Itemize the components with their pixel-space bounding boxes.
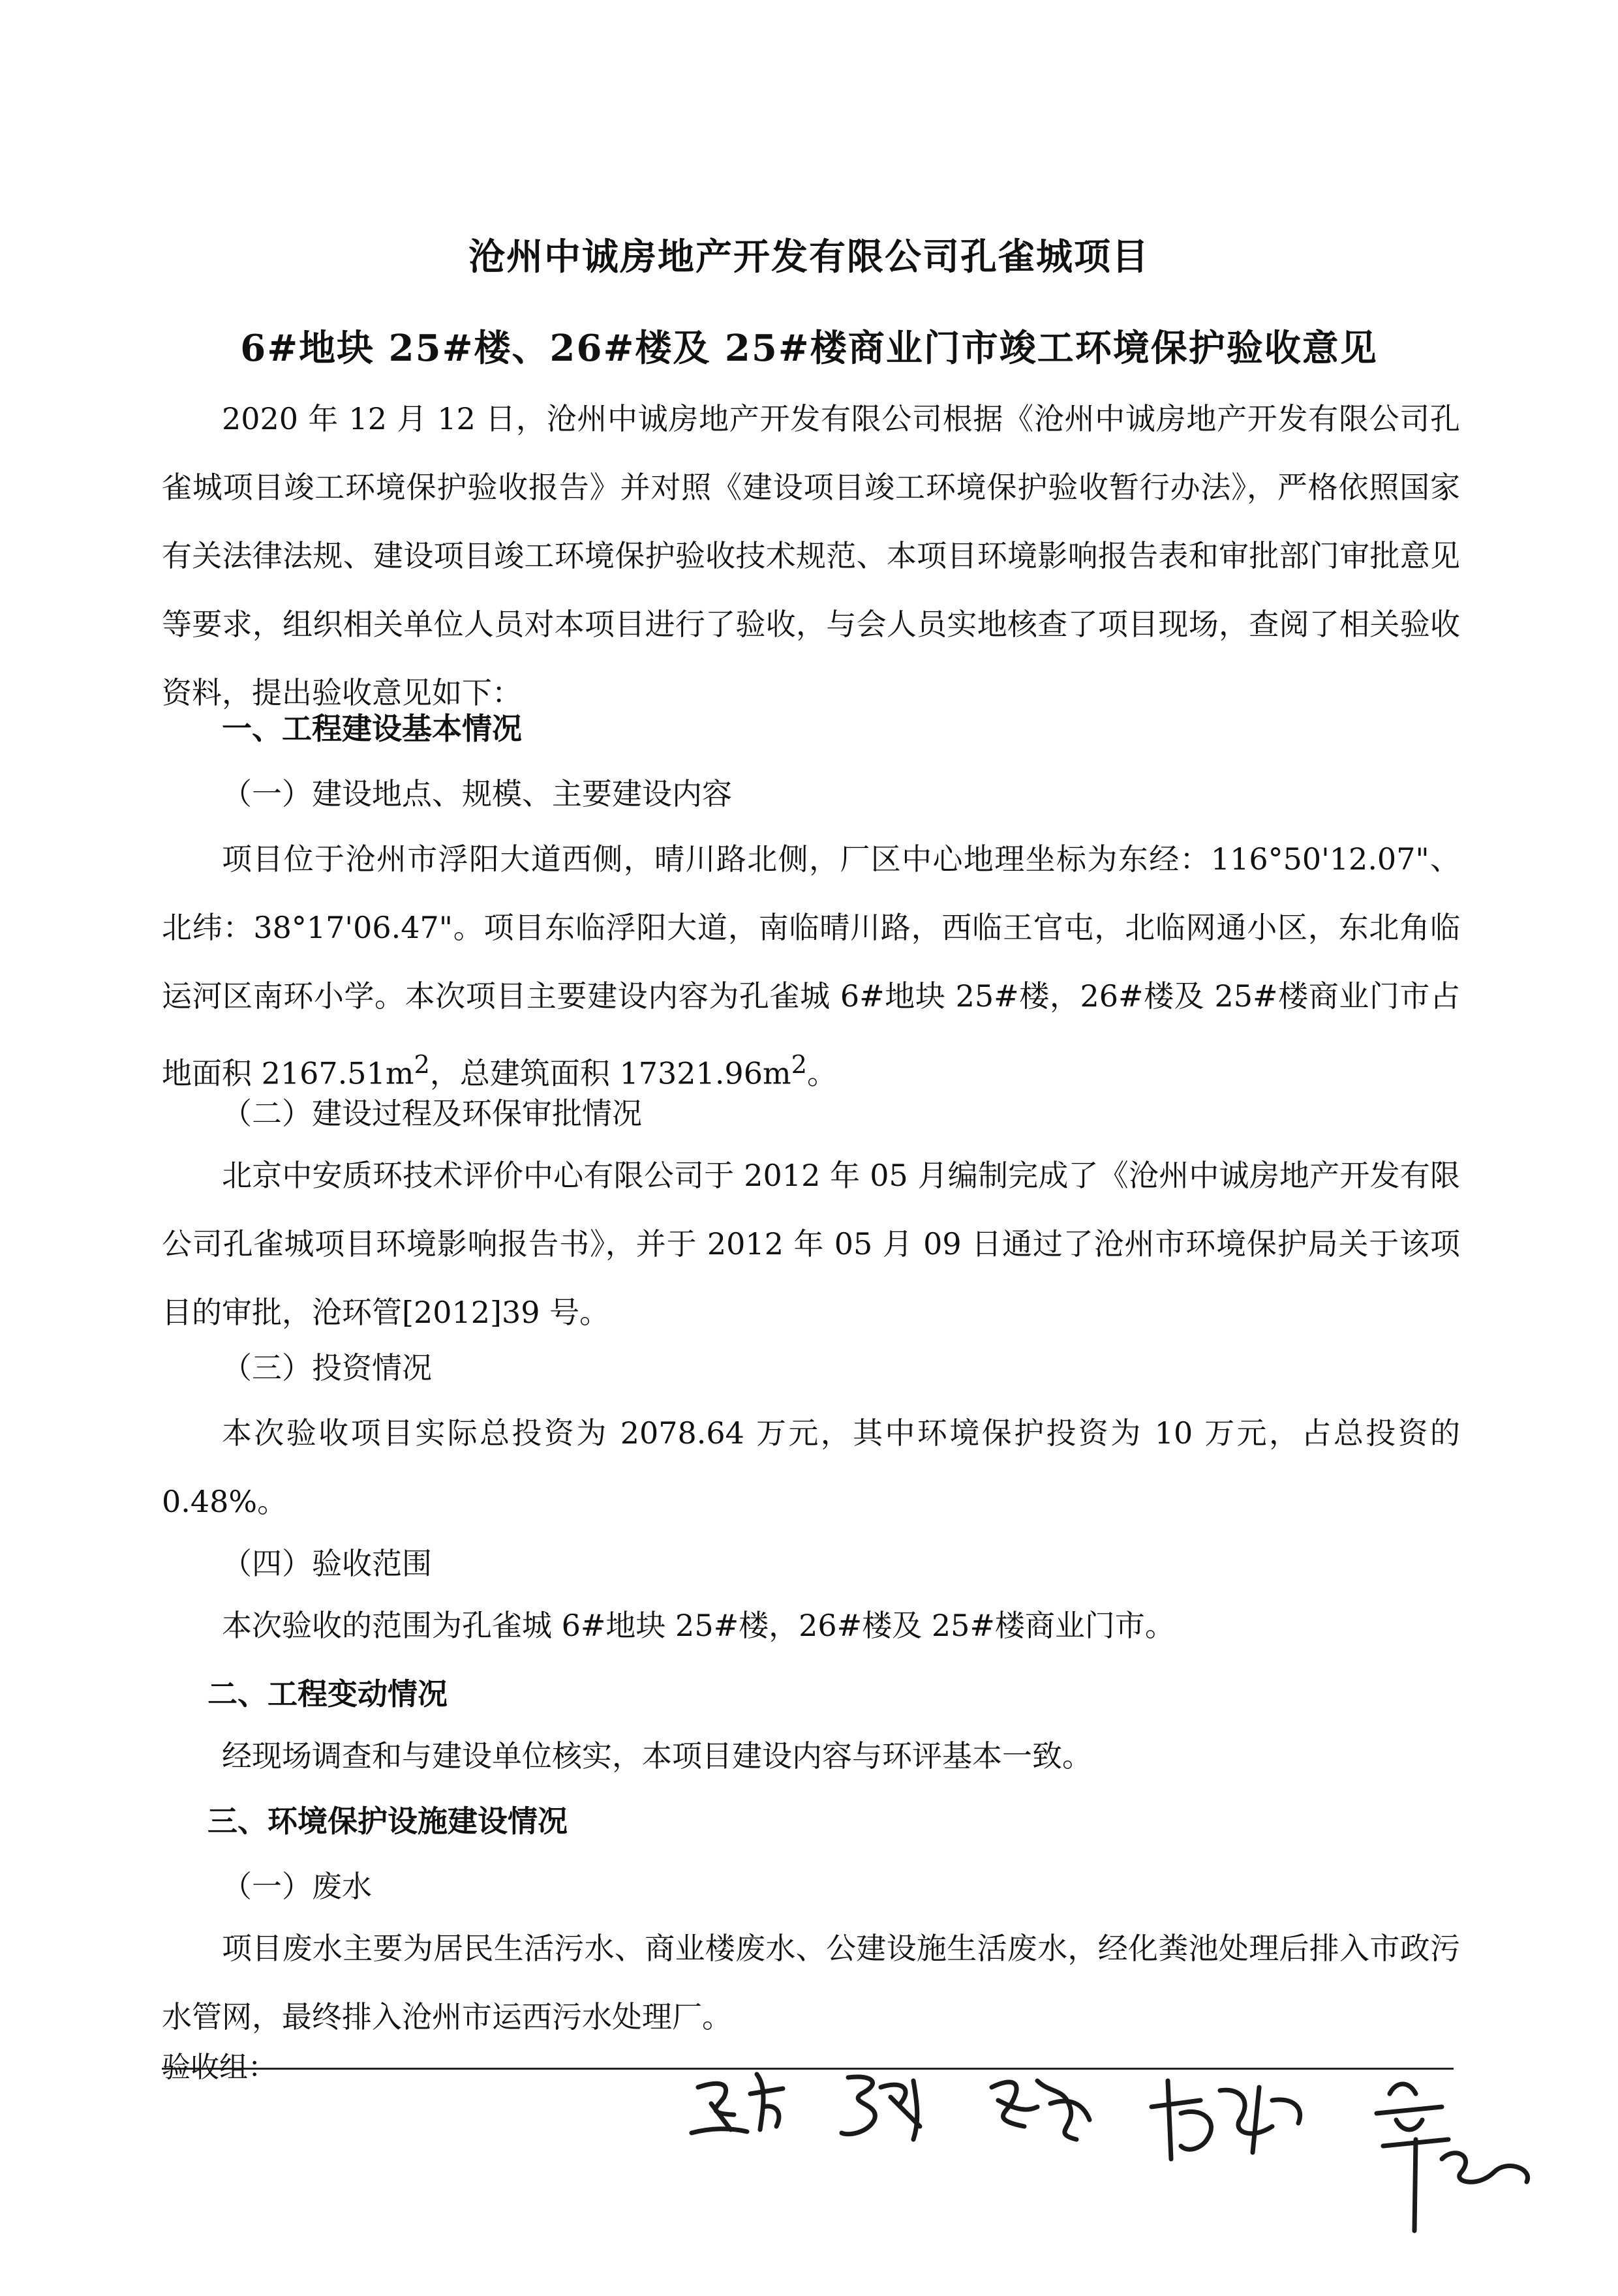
section1-heading: 一、工程建设基本情况 [222,711,522,746]
section1-sub3-paragraph: 本次验收项目实际总投资为 2078.64 万元，其中环境保护投资为 10 万元，占总投资的 0.48%。 [162,1415,1460,1519]
location-text: 项目位于沧州市浮阳大道西侧，晴川路北侧，厂区中心地理坐标为东经：116°50'12.07"、北纬：38°17'06.47"。项目东临浮阳大道，南临晴川路，西临王官屯，北临网通小区，东北角临运河区南环小学。本次项目主要建设内容为孔雀城 6#地块 25#楼，26#楼及 25#楼商业门市占地面积 2167.51m [162,841,1460,1091]
signature-4 [1152,2081,1300,2159]
section1-sub1-heading: （一）建设地点、规模、主要建设内容 [222,776,732,811]
document-title-line2: 6#地块 25#楼、26#楼及 25#楼商业门市竣工环境保护验收意见 [240,327,1378,370]
section1-sub4-heading: （四）验收范围 [222,1546,432,1581]
area-unit-superscript-2: 2 [791,1050,807,1080]
handwritten-signatures [685,2042,1572,2257]
area-unit-superscript-1: 2 [414,1050,430,1080]
intro-paragraph: 2020 年 12 月 12 日，沧州中诚房地产开发有限公司根据《沧州中诚房地产开发有限公司孔雀城项目竣工环境保护验收报告》并对照《建设项目竣工环境保护验收暂行办法》，严格依照国家有关法律法规、建设项目竣工环境保护验收技术规范、本项目环境影响报告表和审批部门审批意见等要求，组织相关单位人员对本项目进行了验收，与会人员实地核查了项目现场，查阅了相关验收资料，提出验收意见如下： [162,401,1460,710]
document-title-line1: 沧州中诚房地产开发有限公司孔雀城项目 [468,235,1150,279]
section2-paragraph: 经现场调查和与建设单位核实，本项目建设内容与环评基本一致。 [222,1738,1092,1774]
signature-1 [692,2074,783,2133]
section3-sub1-paragraph: 项目废水主要为居民生活污水、商业楼废水、公建设施生活废水，经化粪池处理后排入市政污水管网，最终排入沧州市运西污水处理厂。 [162,1931,1460,2034]
signature-5 [1377,2084,1528,2231]
signature-2 [842,2077,920,2139]
section3-sub1-heading: （一）废水 [222,1869,372,1904]
section1-sub2-paragraph: 北京中安质环技术评价中心有限公司于 2012 年 05 月编制完成了《沧州中诚房地产开发有限公司孔雀城项目环境影响报告书》，并于 2012 年 05 月 09 日通过了沧州市环境保护局关于该项目的审批，沧环管[2012]39 号。 [162,1158,1460,1330]
sentence-end: 。 [806,1055,837,1091]
acceptance-group-label: 验收组： [162,2051,277,2084]
section1-sub4-paragraph: 本次验收的范围为孔雀城 6#地块 25#楼，26#楼及 25#楼商业门市。 [222,1608,1175,1643]
section1-sub1-paragraph [162,825,1460,1108]
total-area-text: ，总建筑面积 17321.96m [429,1055,791,1091]
section2-heading: 二、工程变动情况 [207,1676,448,1712]
section1-sub2-heading: （二）建设过程及环保审批情况 [222,1096,642,1131]
signature-3 [992,2081,1090,2139]
section1-sub3-heading: （三）投资情况 [222,1350,432,1385]
section3-heading: 三、环境保护设施建设情况 [207,1804,568,1839]
